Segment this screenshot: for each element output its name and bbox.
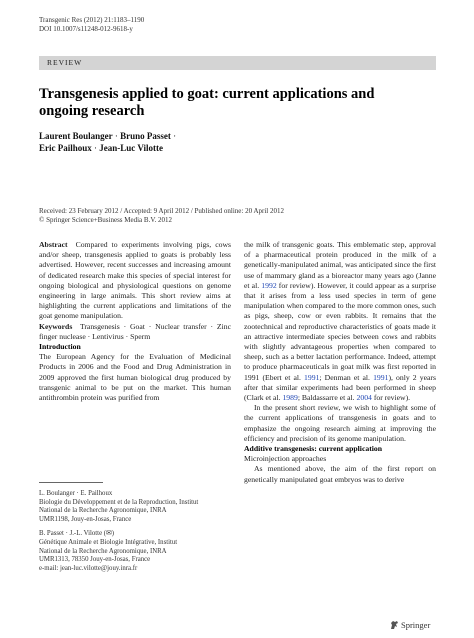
citation-link[interactable]: 1992 xyxy=(261,280,277,290)
abstract-text: Compared to experiments involving pigs, cows and/or sheep, transgenesis applied to goats is probably less advertised. However, recent successes and increasing amount of dedicated research make this species of special interest for ongoing biological and physiological questions on genome engineering in large animals. This short review aims at highlighting the current applications and limitations of the goat genome manipulation. xyxy=(39,240,231,321)
citation-link[interactable]: 2004 xyxy=(356,393,372,403)
keywords xyxy=(39,322,231,342)
text-run: for review). xyxy=(371,393,411,403)
author[interactable]: Eric Pailhoux xyxy=(39,142,92,153)
journal-citation: Transgenic Res (2012) 21:1183–1190 xyxy=(39,16,145,24)
right-column xyxy=(244,240,436,485)
text-run: ; Denman et al. xyxy=(319,372,374,382)
affiliation-line: National de la Recherche Agronomique, INRA xyxy=(39,507,167,515)
subsection-heading: Microinjection approaches xyxy=(244,454,327,464)
category-bar xyxy=(39,56,436,70)
publisher-name: Springer xyxy=(401,620,431,630)
author[interactable]: Jean-Luc Vilotte xyxy=(99,142,164,153)
affiliation-line: National de la Recherche Agronomique, INRA xyxy=(39,547,167,555)
affiliation-line: UMR1198, Jouy-en-Josas, France xyxy=(39,515,132,523)
citation-link[interactable]: 1989 xyxy=(282,393,298,403)
keywords-text: Transgenesis · Goat · Nuclear transfer · Zinc finger nuclease · Lentivirus · Sperm xyxy=(39,321,231,341)
author[interactable]: Bruno Passet xyxy=(120,131,171,141)
affiliation-line: Génétique Animale et Biologie Intégrative, Institut xyxy=(39,538,178,546)
copyright: © Springer Science+Business Media B.V. 2012 xyxy=(39,216,172,224)
author-list: Laurent Boulanger · Bruno Passet · Eric Pailhoux · Jean-Luc Vilotte xyxy=(39,131,177,153)
abstract-label: Abstract xyxy=(39,240,68,249)
body-paragraph: As mentioned above, the aim of the first report on genetically manipulated goat embryos was to derive xyxy=(244,464,436,484)
affiliation-1 xyxy=(39,490,231,524)
history-dates: Received: 23 February 2012 / Accepted: 9 April 2012 / Published online: 20 April 2012 xyxy=(39,207,284,215)
journal-header xyxy=(39,16,144,34)
keywords-label: Keywords xyxy=(39,321,73,331)
text-run: ), only 2 years after that similar experiments had been performed in sheep (Clark et al. xyxy=(244,372,436,403)
section-heading: Additive transgenesis: current application xyxy=(244,444,383,454)
body-paragraph: In the present short review, we wish to highlight some of the current applications of transgenesis in goats and to emphasize the ongoing research aiming at improving the efficiency and precision of its genome manipulation. xyxy=(244,403,436,443)
springer-horse-icon xyxy=(390,620,399,630)
text-run: ; Baldassarre et al. xyxy=(297,393,357,403)
publisher-logo xyxy=(390,620,430,630)
citation-link[interactable]: 1991 xyxy=(304,372,320,382)
article-title: Transgenesis applied to goat: current applications and ongoing research xyxy=(39,86,375,119)
text-run: the milk of transgenic goats. This emblematic step, approval of a pharmaceutical protein produced in the milk of a genetically-manipulated animal, was anticipated since the first use of mammary gland as a bioreactor many years ago (Janne et al. xyxy=(244,240,436,290)
body-paragraph xyxy=(244,240,436,403)
doi[interactable]: DOI 10.1007/s11248-012-9618-y xyxy=(39,25,133,33)
affiliation-2 xyxy=(39,530,231,573)
publication-dates xyxy=(39,207,284,225)
introduction-text: The European Agency for the Evaluation of Medicinal Products in 2006 and the Food and Drug Administration in 2009 approved the first human biological drug produced by transgenic animal to be put on the market. This human antithrombin protein was purified from xyxy=(39,352,231,403)
left-column xyxy=(39,240,231,403)
affiliation-names: B. Passet · J.-L. Vilotte (✉) xyxy=(39,530,115,538)
introduction-heading: Introduction xyxy=(39,342,81,352)
author[interactable]: Laurent Boulanger xyxy=(39,131,113,141)
affiliations xyxy=(39,490,231,579)
abstract xyxy=(39,240,231,322)
affiliation-line: Biologie du Développement et de la Reproduction, Institut xyxy=(39,498,199,506)
text-run: for review). However, it could appear as a surprise that it arises from a less used species in term of gene manipulation when compared to the more common ones, such as pigs, sheep, cow or even rabbits. It remains that the zootechnical and reproductive characteristics of goats made it an attractive intermediate species between cows and rabbits with slightly advantageous properties when compared to sheep, such as a better lactation performance. Indeed, attempt to produce pharmaceuticals in goat milk was first reported in 1991 (Ebert et al. xyxy=(244,280,436,382)
affiliation-line: UMR1313, 78350 Jouy-en-Josas, France xyxy=(39,556,151,564)
footnote-divider xyxy=(39,482,103,483)
affiliation-names: L. Boulanger · E. Pailhoux xyxy=(39,490,113,497)
citation-link[interactable]: 1991 xyxy=(373,372,389,382)
email-link[interactable]: e-mail: jean-luc.vilotte@jouy.inra.fr xyxy=(39,564,138,572)
category-label: REVIEW xyxy=(47,58,83,67)
